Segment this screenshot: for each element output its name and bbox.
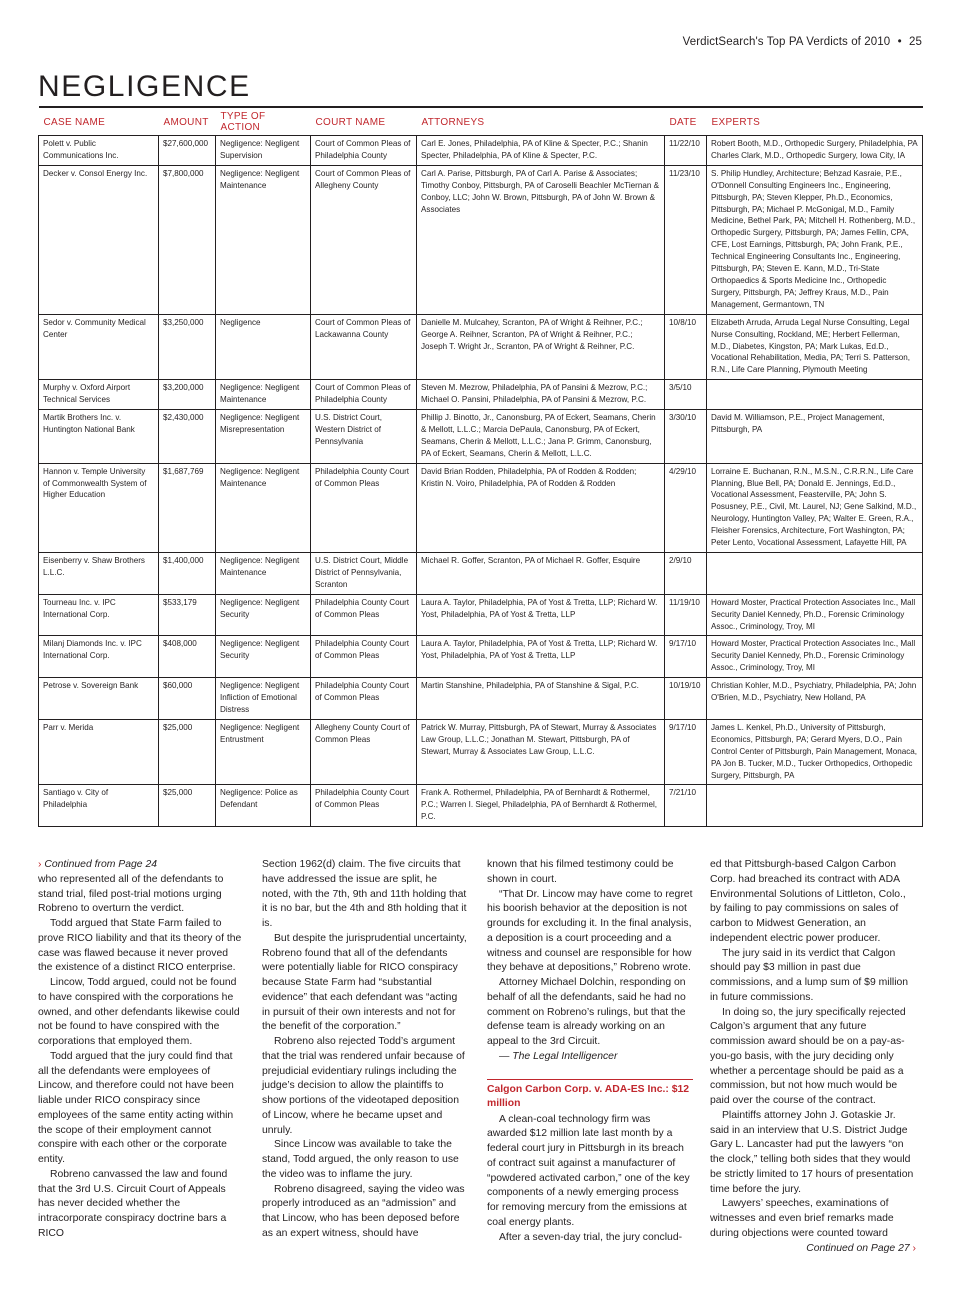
- cell-amount: $7,800,000: [159, 165, 216, 314]
- article-column-1: [38, 858, 244, 1242]
- cell-attorneys: Carl A. Parise, Pittsburgh, PA of Carl A. Parise & Associates; Timothy Conboy, Pittsburgh, PA of Caroselli Beachler McTiernan & Conboy, LLC; John W. Brown, Pittsburgh, PA of John W. Brown & Associates: [417, 165, 665, 314]
- col-header-type: TYPE OF ACTION: [216, 107, 311, 136]
- cell-experts: Lorraine E. Buchanan, R.N., M.S.N., C.R.R.N., Life Care Planning, Blue Bell, PA; Donald E. Jennings, Ed.D., Vocational Assessment, Feasterville, PA; John S. Posusney, P.E., Civil, Mt. Laurel, NJ; Gene Salkind, M.D., Neurology, Huntington Valley, PA; Walter E. Green, R.A., Fleisher Forensics, Architecture, Fort Washington, PA; Peter Lento, Vocational Assessment, Lafayette Hill, PA: [707, 463, 923, 552]
- paragraph: known that his filmed testimony could be shown in court.: [487, 859, 674, 885]
- cell-attorneys: Phillip J. Binotto, Jr., Canonsburg, PA of Eckert, Seamans, Cherin & Mellott, L.L.C.; Marcia DePaula, Canonsburg, PA of Eckert, Seamans, Cherin & Mellott, L.L.C.; Jana P. Grimm, Canonsburg, PA of Eckert, Seamans, Cherin & Mellott, L.L.C.: [417, 410, 665, 464]
- cell-date: 10/19/10: [665, 678, 707, 720]
- cell-experts: Elizabeth Arruda, Arruda Legal Nurse Consulting, Legal Nurse Consulting, Rockland, ME; Herbert Fellerman, M.D., Diabetes, Kingston, PA; Mark Lukas, Ed.D., Vocational Rehabilitation, Media, PA; Terri S. Patterson, R.N., Life Care Planning, Plymouth Meeting: [707, 314, 923, 380]
- col-header-amount: AMOUNT: [159, 107, 216, 136]
- cell-amount: $3,250,000: [159, 314, 216, 380]
- cell-date: 2/9/10: [665, 553, 707, 595]
- cell-type: Negligence: Negligent Entrustment: [216, 719, 311, 785]
- cell-experts: S. Philip Hundley, Architecture; Behzad Kasraie, P.E., O'Donnell Consulting Engineers Inc., Engineering, Pittsburgh, PA; Steven Klepper, Ph.D., Economics, Pittsburgh, PA; Michael P. McGonigal, M.D., Family Medicine, Bethel Park, PA; Mitchell H. Rothenberg, M.D., Orthopedic Surgery, Pittsburgh, PA; James Fellin, CPA, CFE, Lost Earnings, Pittsburgh, PA; John Frank, P.E., Technical Engineering Consultants Inc., Engineering, Pittsburgh, PA; Steven E. Kann, M.D., Tri-State Orthopaedics & Sports Medicine Inc., Orthopedic Surgery, Pittsburgh, PA; Jeffrey Kraus, M.D., Pain Management, Germantown, TN: [707, 165, 923, 314]
- cell-type: Negligence: [216, 314, 311, 380]
- cell-court: Allegheny County Court of Common Pleas: [311, 719, 417, 785]
- cell-court: Court of Common Pleas of Lackawanna County: [311, 314, 417, 380]
- cell-type: Negligence: Negligent Security: [216, 594, 311, 636]
- table-header-row: [39, 107, 923, 136]
- paragraph: Plaintiffs attorney John J. Gotaskie Jr. said in an interview that U.S. District Judge Gary L. Lancaster had put the lawyers “on the clock,” telling both sides that they would be strictly limited to 17 hours of presentation time before the jury.: [710, 1109, 914, 1195]
- article-column-3: [487, 858, 693, 1245]
- cell-court: Court of Common Pleas of Philadelphia County: [311, 136, 417, 166]
- cell-amount: $60,000: [159, 678, 216, 720]
- table-row: [39, 380, 923, 410]
- cell-type: Negligence: Negligent Misrepresentation: [216, 410, 311, 464]
- table-row: [39, 785, 923, 827]
- running-head: [683, 36, 922, 48]
- paragraph: Robreno canvassed the law and found that the 3rd U.S. Circuit Court of Appeals has never decided whether the intracorporate conspiracy doctrine bars a RICO: [38, 1168, 228, 1239]
- paragraph: Section 1962(d) claim. The five circuits that have addressed the issue are split, he noted, with the 7th, 9th and 11th holding that it is no bar, but the 4th and 8th holding that it is.: [262, 859, 467, 929]
- cell-experts: [707, 785, 923, 827]
- cell-court: U.S. District Court, Middle District of Pennsylvania, Scranton: [311, 553, 417, 595]
- cell-attorneys: Frank A. Rothermel, Philadelphia, PA of Bernhardt & Rothermel, P.C.; Warren I. Siegel, Philadelphia, PA of Bernhardt & Rothermel, P.C.: [417, 785, 665, 827]
- cell-court: Court of Common Pleas of Philadelphia County: [311, 380, 417, 410]
- cell-date: 3/30/10: [665, 410, 707, 464]
- cell-type: Negligence: Negligent Maintenance: [216, 463, 311, 552]
- table-row: [39, 719, 923, 785]
- table-row: [39, 463, 923, 552]
- cell-attorneys: Laura A. Taylor, Philadelphia, PA of Yost & Tretta, LLP; Richard W. Yost, Philadelphia, PA of Yost & Tretta, LLP: [417, 636, 665, 678]
- continued-from-text: Continued from Page 24: [44, 859, 157, 870]
- cell-experts: [707, 553, 923, 595]
- paragraph: ed that Pittsburgh-based Calgon Carbon Corp. had breached its contract with ADA Environmental Solutions of Littleton, Colo., by failing to pay commissions on sales of carbon to Midwest Generation, an independent electric power producer.: [710, 859, 906, 944]
- cell-experts: Robert Booth, M.D., Orthopedic Surgery, Philadelphia, PA Charles Clark, M.D., Orthopedic Surgery, Iowa City, IA: [707, 136, 923, 166]
- continued-arrow-icon: ›: [912, 1242, 916, 1254]
- cell-amount: $533,179: [159, 594, 216, 636]
- cell-type: Negligence: Police as Defendant: [216, 785, 311, 827]
- table-row: [39, 594, 923, 636]
- cell-attorneys: David Brian Rodden, Philadelphia, PA of Rodden & Rodden; Kristin N. Voiro, Philadelphia, PA of Rodden & Rodden: [417, 463, 665, 552]
- cell-type: Negligence: Negligent Infliction of Emotional Distress: [216, 678, 311, 720]
- cell-amount: $1,400,000: [159, 553, 216, 595]
- article-body: [38, 858, 922, 1268]
- cell-attorneys: Carl E. Jones, Philadelphia, PA of Kline & Specter, P.C.; Shanin Specter, Philadelphia, PA of Kline & Specter, P.C.: [417, 136, 665, 166]
- table-row: [39, 553, 923, 595]
- table-row: [39, 678, 923, 720]
- article-column-4: [710, 858, 916, 1256]
- cell-attorneys: Danielle M. Mulcahey, Scranton, PA of Wright & Reihner, P.C.; George A. Reihner, Scranton, PA of Wright & Reihner, P.C.; Joseph T. Wright Jr., Scranton, PA of Wright & Reihner, P.C.: [417, 314, 665, 380]
- byline: — The Legal Intelligencer: [499, 1050, 618, 1062]
- continued-on-link[interactable]: [710, 1242, 916, 1257]
- cell-date: 11/23/10: [665, 165, 707, 314]
- cell-court: U.S. District Court, Western District of Pennsylvania: [311, 410, 417, 464]
- cell-amount: $25,000: [159, 785, 216, 827]
- article-column-2: [262, 858, 468, 1242]
- cell-date: 4/29/10: [665, 463, 707, 552]
- col-header-date: DATE: [665, 107, 707, 136]
- cell-case: Tourneau Inc. v. IPC International Corp.: [39, 594, 159, 636]
- paragraph: “That Dr. Lincow may have come to regret his boorish behavior at the deposition is not grounds for excluding it. In the final analysis, a deposition is a court proceeding and a witness and counsel are responsible for how they behave at depositions,” Robreno wrote.: [487, 888, 693, 974]
- paragraph: After a seven-day trial, the jury conclud-: [499, 1231, 683, 1243]
- paragraph: Since Lincow was available to take the stand, Todd argued, the only reason to use the video was to inflame the jury.: [262, 1139, 459, 1180]
- table-row: [39, 314, 923, 380]
- paragraph: Robreno disagreed, saying the video was properly introduced as an “admission” and that Lincow, who has been deposed before as an expert witness, should have: [262, 1183, 465, 1239]
- cell-attorneys: Patrick W. Murray, Pittsburgh, PA of Stewart, Murray & Associates Law Group, L.L.C.; Jonathan M. Stewart, Pittsburgh, PA of Stewart, Murray & Associates Law Group, L.L.C.: [417, 719, 665, 785]
- verdicts-table: [38, 106, 923, 827]
- cell-type: Negligence: Negligent Security: [216, 636, 311, 678]
- paragraph: The jury said in its verdict that Calgon should pay $3 million in past due commissions, and a lump sum of $9 million in future commissions.: [710, 947, 909, 1003]
- cell-experts: David M. Williamson, P.E., Project Management, Pittsburgh, PA: [707, 410, 923, 464]
- cell-case: Polett v. Public Communications Inc.: [39, 136, 159, 166]
- paragraph: Lincow, Todd argued, could not be found to have conspired with the corporations he owned, and other defendants likewise could not be found to have conspired with the corporations that employed them.: [38, 977, 240, 1047]
- paragraph: Todd argued that State Farm failed to prove RICO liability and that its theory of the case was flawed because it never proved the existence of a distinct RICO enterprise.: [38, 918, 242, 974]
- cell-date: 3/5/10: [665, 380, 707, 410]
- cell-attorneys: Michael R. Goffer, Scranton, PA of Michael R. Goffer, Esquire: [417, 553, 665, 595]
- cell-attorneys: Martin Stanshine, Philadelphia, PA of Stanshine & Sigal, P.C.: [417, 678, 665, 720]
- paragraph: Todd argued that the jury could find that all the defendants were employees of Lincow, and therefore could not have been liable under RICO conspiracy since employees of the same entity acting within the scope of their employment cannot conspire with each other or the corporate entity.: [38, 1050, 234, 1165]
- cell-date: 9/17/10: [665, 719, 707, 785]
- col-header-attorneys: ATTORNEYS: [417, 107, 665, 136]
- paragraph: In doing so, the jury specifically rejected Calgon’s argument that any future commission award should be on a pay-as-you-go basis, with the jury deciding only whether a percentage should be paid as a commission, but not how much would be paid over the course of the contract.: [710, 1006, 906, 1106]
- cell-case: Santiago v. City of Philadelphia: [39, 785, 159, 827]
- cell-type: Negligence: Negligent Maintenance: [216, 553, 311, 595]
- paragraph: Attorney Michael Dolchin, responding on behalf of all the defendants, said he had no comment on Robreno’s rulings, but that the defense team is already working on an appeal to the 3rd Circuit.: [487, 977, 686, 1047]
- cell-court: Philadelphia County Court of Common Pleas: [311, 678, 417, 720]
- cell-experts: Christian Kohler, M.D., Psychiatry, Philadelphia, PA; John O'Brien, M.D., Psychiatry, New Holland, PA: [707, 678, 923, 720]
- cell-case: Hannon v. Temple University of Commonwealth System of Higher Education: [39, 463, 159, 552]
- cell-amount: $25,000: [159, 719, 216, 785]
- cell-attorneys: Steven M. Mezrow, Philadelphia, PA of Pansini & Mezrow, P.C.; Michael O. Pansini, Philadelphia, PA of Pansini & Mezrow, P.C.: [417, 380, 665, 410]
- table-row: [39, 136, 923, 166]
- cell-case: Murphy v. Oxford Airport Technical Services: [39, 380, 159, 410]
- cell-experts: James L. Kenkel, Ph.D., University of Pittsburgh, Economics, Pittsburgh, PA; Gerard Myers, D.O., Pain Control Center of Pittsburgh, Pain Management, Monaca, PA Jon B. Tucker, M.D., Tucker Orthopedics, Orthopedic Surgery, Pittsburgh, PA: [707, 719, 923, 785]
- cell-date: 7/21/10: [665, 785, 707, 827]
- cell-case: Petrose v. Sovereign Bank: [39, 678, 159, 720]
- cell-case: Eisenberry v. Shaw Brothers L.L.C.: [39, 553, 159, 595]
- table-row: [39, 636, 923, 678]
- cell-court: Philadelphia County Court of Common Pleas: [311, 785, 417, 827]
- cell-attorneys: Laura A. Taylor, Philadelphia, PA of Yost & Tretta, LLP; Richard W. Yost, Philadelphia, PA of Yost & Tretta, LLP: [417, 594, 665, 636]
- table-row: [39, 165, 923, 314]
- paragraph: Lawyers’ speeches, examinations of witnesses and even brief remarks made during objections were counted toward: [710, 1198, 894, 1239]
- col-header-experts: EXPERTS: [707, 107, 923, 136]
- cell-case: Decker v. Consol Energy Inc.: [39, 165, 159, 314]
- cell-case: Milanj Diamonds Inc. v. IPC International Corp.: [39, 636, 159, 678]
- cell-amount: $408,000: [159, 636, 216, 678]
- cell-case: Sedor v. Community Medical Center: [39, 314, 159, 380]
- continued-on-text: Continued on Page 27: [806, 1242, 910, 1254]
- cell-experts: Howard Moster, Practical Protection Associates Inc., Mall Security Daniel Kennedy, Ph.D., Forensic Criminology Assoc., Criminology, Troy, MI: [707, 636, 923, 678]
- continued-arrow-icon: ›: [38, 859, 42, 870]
- cell-case: Martik Brothers Inc. v. Huntington National Bank: [39, 410, 159, 464]
- cell-amount: $27,600,000: [159, 136, 216, 166]
- cell-experts: Howard Moster, Practical Protection Associates Inc., Mall Security Daniel Kennedy, Ph.D., Forensic Criminology Assoc., Criminology, Troy, MI: [707, 594, 923, 636]
- article-subhead: Calgon Carbon Corp. v. ADA-ES Inc.: $12 million: [487, 1079, 693, 1111]
- cell-case: Parr v. Merida: [39, 719, 159, 785]
- cell-type: Negligence: Negligent Maintenance: [216, 380, 311, 410]
- cell-court: Philadelphia County Court of Common Pleas: [311, 463, 417, 552]
- cell-amount: $2,430,000: [159, 410, 216, 464]
- col-header-court: COURT NAME: [311, 107, 417, 136]
- cell-type: Negligence: Negligent Supervision: [216, 136, 311, 166]
- publication-title: VerdictSearch's Top PA Verdicts of 2010: [682, 36, 891, 48]
- cell-court: Philadelphia County Court of Common Pleas: [311, 636, 417, 678]
- cell-date: 11/22/10: [665, 136, 707, 166]
- separator-bullet: •: [897, 36, 902, 48]
- cell-type: Negligence: Negligent Maintenance: [216, 165, 311, 314]
- col-header-case: CASE NAME: [39, 107, 159, 136]
- paragraph: who represented all of the defendants to stand trial, filed post-trial motions urging Robreno to overturn the verdict.: [38, 873, 224, 915]
- cell-date: 9/17/10: [665, 636, 707, 678]
- cell-amount: $1,687,769: [159, 463, 216, 552]
- table-row: [39, 410, 923, 464]
- paragraph: Robreno also rejected Todd’s argument that the trial was rendered unfair because of prejudicial evidentiary rulings including the judge’s decision to allow the plaintiffs to show portions of the videotaped deposition of Lincow, where he became upset and unruly.: [262, 1036, 465, 1136]
- cell-court: Court of Common Pleas of Allegheny County: [311, 165, 417, 314]
- cell-date: 10/8/10: [665, 314, 707, 380]
- cell-date: 11/19/10: [665, 594, 707, 636]
- continued-from-link[interactable]: [38, 858, 244, 873]
- paragraph: But despite the jurisprudential uncertainty, Robreno found that all of the defendants were potentially liable for RICO conspiracy because State Farm had “substantial evidence” that each defendant was “acting in pursuit of their own interests and not for the benefit of the corporation.”: [262, 932, 467, 1033]
- paragraph: A clean-coal technology firm was awarded $12 million late last month by a federal court jury in Pittsburgh in its breach of contract suit against a manufacturer of “powdered activated carbon,” one of the key components of a newly emerging process for removing mercury from the emissions at coal energy plants.: [487, 1113, 690, 1228]
- verdicts-table-wrap: [38, 106, 922, 827]
- page-number: 25: [909, 36, 922, 48]
- cell-amount: $3,200,000: [159, 380, 216, 410]
- section-title: NEGLIGENCE: [38, 70, 251, 103]
- cell-court: Philadelphia County Court of Common Pleas: [311, 594, 417, 636]
- cell-experts: [707, 380, 923, 410]
